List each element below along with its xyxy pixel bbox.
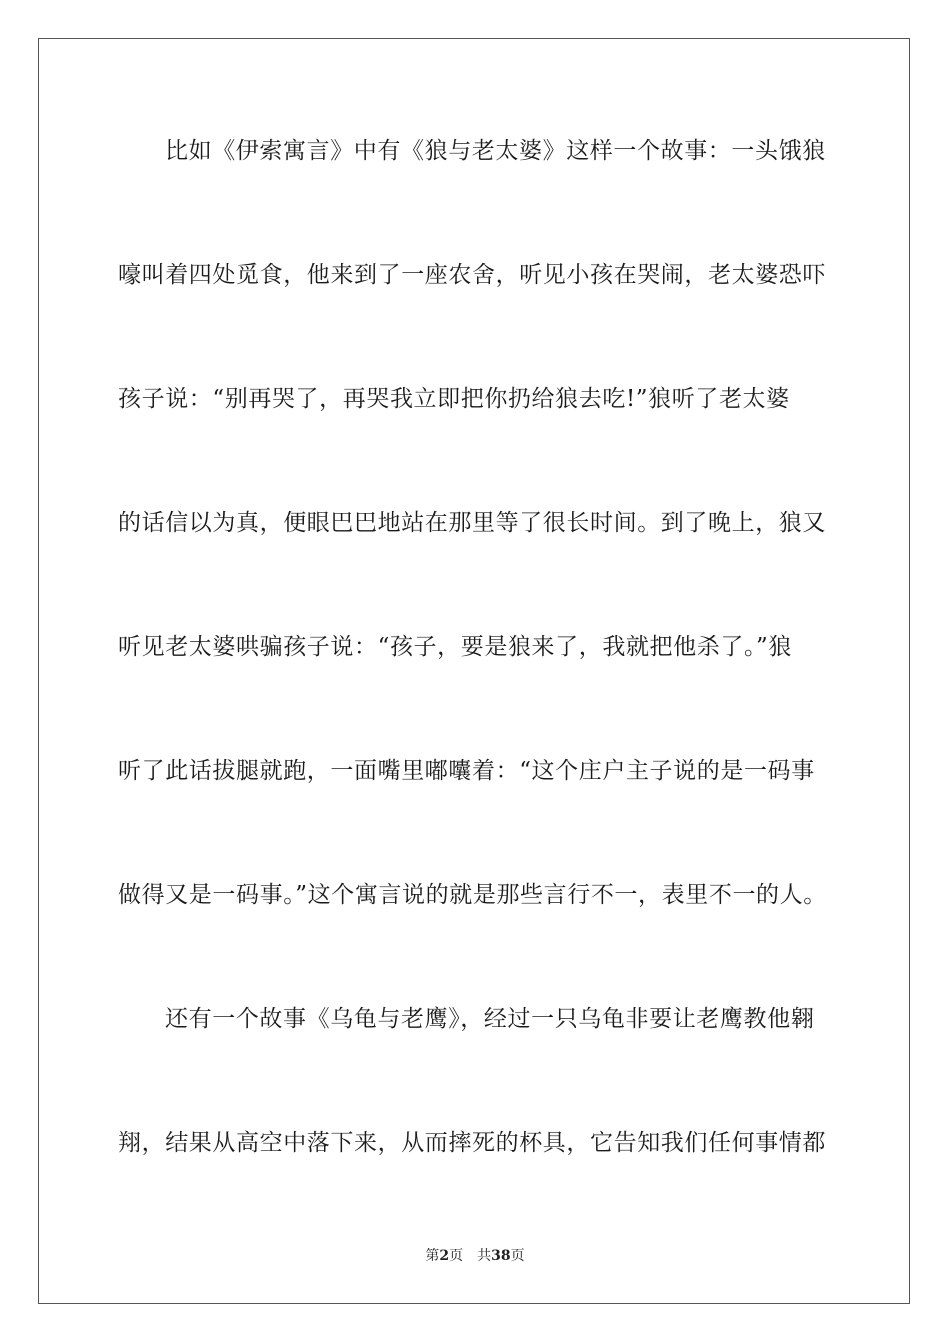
page-border xyxy=(38,38,910,1304)
total-prefix: 共 xyxy=(477,1248,492,1264)
page-suffix: 页 xyxy=(449,1248,464,1264)
paragraph-line: 孩子说：“别再哭了，再哭我立即把你扔给狼去吃!”狼听了老太婆 xyxy=(118,386,790,412)
paragraph-line: 的话信以为真，便眼巴巴地站在那里等了很长时间。到了晚上，狼又 xyxy=(118,510,826,536)
page-number: 2 xyxy=(439,1248,450,1264)
total-suffix: 页 xyxy=(510,1248,525,1264)
paragraph-line: 嚎叫着四处觅食，他来到了一座农舍，听见小孩在哭闹，老太婆恐吓 xyxy=(118,262,826,288)
paragraph-line: 听了此话拔腿就跑，一面嘴里嘟囔着：“这个庄户主子说的是一码事 xyxy=(118,758,815,784)
paragraph-line: 还有一个故事《乌龟与老鹰》，经过一只乌龟非要让老鹰教他翱 xyxy=(165,1006,815,1032)
page-footer xyxy=(0,1246,950,1266)
paragraph-line: 听见老太婆哄骗孩子说：“孩子，要是狼来了，我就把他杀了。”狼 xyxy=(118,634,793,660)
page-prefix: 第 xyxy=(425,1248,440,1264)
paragraph-line: 比如《伊索寓言》中有《狼与老太婆》这样一个故事：一头饿狼 xyxy=(165,138,826,164)
total-pages: 38 xyxy=(491,1248,511,1264)
paragraph-line: 翔，结果从高空中落下来，从而摔死的杯具，它告知我们任何事情都 xyxy=(118,1130,826,1156)
paragraph-line: 做得又是一码事。”这个寓言说的就是那些言行不一，表里不一的人。 xyxy=(118,882,827,908)
